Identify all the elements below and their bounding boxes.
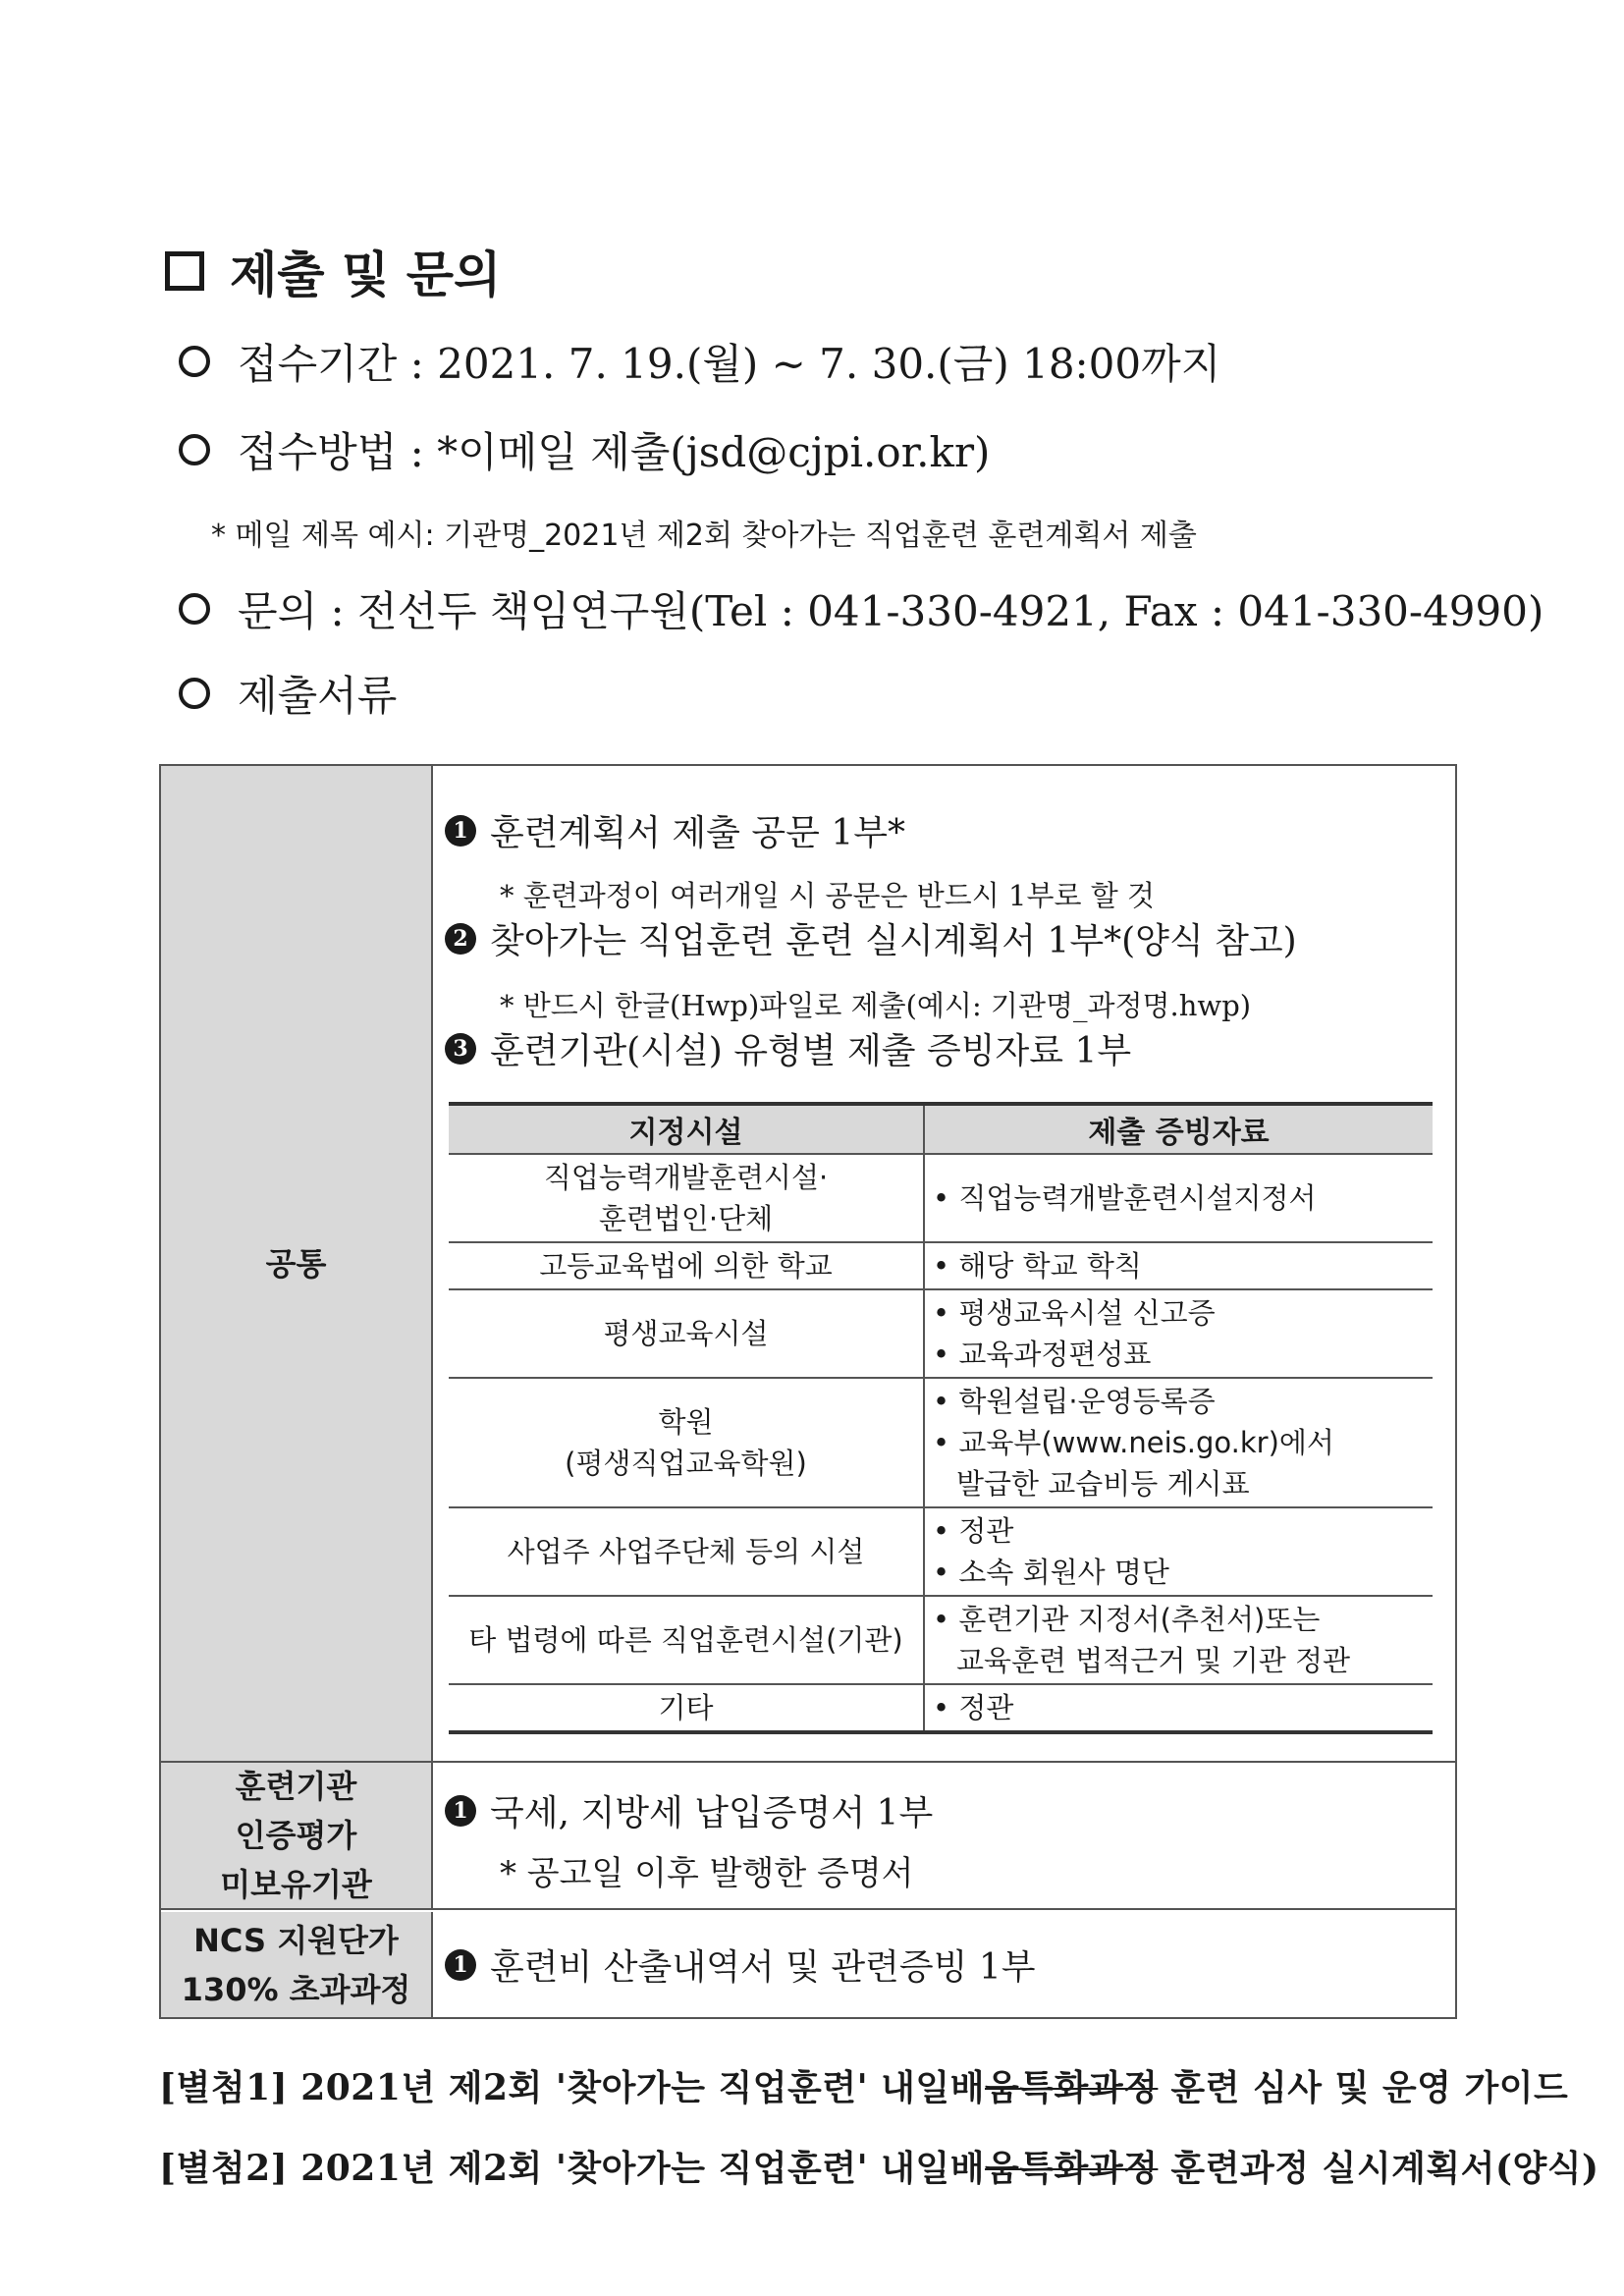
circle-bullet-icon [179,678,210,709]
section-heading [165,236,501,306]
evidence-cell: • 학원설립·운영등록증 [933,1385,1216,1418]
common-doc-2-note: * 반드시 한글(Hwp)파일로 제출(예시: 기관명_과정명.hwp) [500,989,1252,1022]
number-badge-icon: 1 [445,1795,476,1827]
list-item-documents: 제출서류 [179,664,397,723]
table-row [449,1684,1433,1732]
table-row [449,1242,1433,1289]
table-row [449,1154,1433,1242]
evidence-cell: • 훈련기관 지정서(추천서)또는 [933,1603,1321,1636]
table-row [449,1596,1433,1684]
table-row [449,1378,1433,1507]
attachment-1: [별첨1] 2021년 제2회 '찾아가는 직업훈련' 내일배움특화과정 훈련 심사 및 운영 가이드 [159,2067,1569,2108]
attachment-2: [별첨2] 2021년 제2회 '찾아가는 직업훈련' 내일배움특화과정 훈련과정 실시계획서(양식) [159,2148,1599,2189]
evidence-cell: • 해당 학교 학칙 [933,1249,1142,1283]
number-badge-icon: 2 [445,923,476,955]
list-item-contact: 문의 : 전선두 책임연구원(Tel : 041-330-4921, Fax : 041-330-4990) [179,579,1543,638]
circle-bullet-icon [179,346,210,377]
table-row [449,1289,1433,1378]
facility-cell: 훈련법인·단체 [598,1202,774,1235]
common-doc-1: 1 훈련계획서 제출 공문 1부* [445,805,905,855]
row-label-ncs: NCS 지원단가 130% 초과과정 [161,1912,433,2017]
facility-cell: (평생직업교육학원) [565,1447,807,1480]
evidence-cell: • 교육부(www.neis.go.kr)에서 [933,1426,1334,1459]
ncs-doc: 1 훈련비 산출내역서 및 관련증빙 1부 [445,1940,1036,1990]
evidence-cell: • 평생교육시설 신고증 [933,1296,1216,1330]
documents-table [159,764,1457,2019]
common-doc-1-note: * 훈련과정이 여러개일 시 공문은 반드시 1부로 할 것 [500,879,1155,912]
common-doc-2: 2 찾아가는 직업훈련 훈련 실시계획서 1부*(양식 참고) [445,913,1297,963]
facility-cell: 학원 [658,1405,714,1439]
facility-cell: 기타 [658,1691,714,1724]
evidence-cell: • 교육과정편성표 [933,1338,1152,1371]
list-item-method: 접수방법 : *이메일 제출(jsd@cjpi.or.kr) [179,420,990,479]
facility-cell: 사업주 사업주단체 등의 시설 [507,1535,865,1568]
evidence-cell: • 정관 [933,1691,1014,1724]
circle-bullet-icon [179,434,210,465]
common-doc-3: 3 훈련기관(시설) 유형별 제출 증빙자료 1부 [445,1023,1131,1073]
row-label-uncertified: 훈련기관 인증평가 미보유기관 [161,1763,433,1908]
mail-note: * 메일 제목 예시: 기관명_2021년 제2회 찾아가는 직업훈련 훈련계획서 제출 [211,519,1197,553]
facility-cell: 평생교육시설 [603,1317,769,1350]
checkbox-square-icon [165,251,204,291]
list-item-period: 접수기간 : 2021. 7. 19.(월) ~ 7. 30.(금) 18:00까지 [179,332,1220,391]
evidence-cell: 교육훈련 법적근거 및 기관 정관 [956,1644,1351,1677]
evidence-cell: • 직업능력개발훈련시설지정서 [933,1181,1317,1215]
evidence-cell: 발급한 교습비등 게시표 [956,1467,1250,1501]
number-badge-icon: 1 [445,815,476,847]
facility-cell: 타 법령에 따른 직업훈련시설(기관) [468,1623,903,1657]
circle-bullet-icon [179,593,210,625]
number-badge-icon: 3 [445,1033,476,1065]
uncertified-doc: 1 국세, 지방세 납입증명서 1부 [445,1785,933,1835]
section-title: 제출 및 문의 [230,246,502,303]
header-facility: 지정시설 [449,1104,924,1154]
facility-evidence-table [449,1102,1433,1734]
facility-cell: 직업능력개발훈련시설· [543,1161,829,1194]
row-label-common: 공통 [161,766,433,1761]
uncertified-note: * 공고일 이후 발행한 증명서 [500,1854,914,1893]
header-evidence: 제출 증빙자료 [924,1104,1433,1154]
evidence-cell: • 정관 [933,1514,1014,1548]
evidence-cell: • 소속 회원사 명단 [933,1556,1169,1589]
number-badge-icon: 1 [445,1949,476,1981]
table-row [449,1507,1433,1596]
facility-cell: 고등교육법에 의한 학교 [539,1249,833,1283]
